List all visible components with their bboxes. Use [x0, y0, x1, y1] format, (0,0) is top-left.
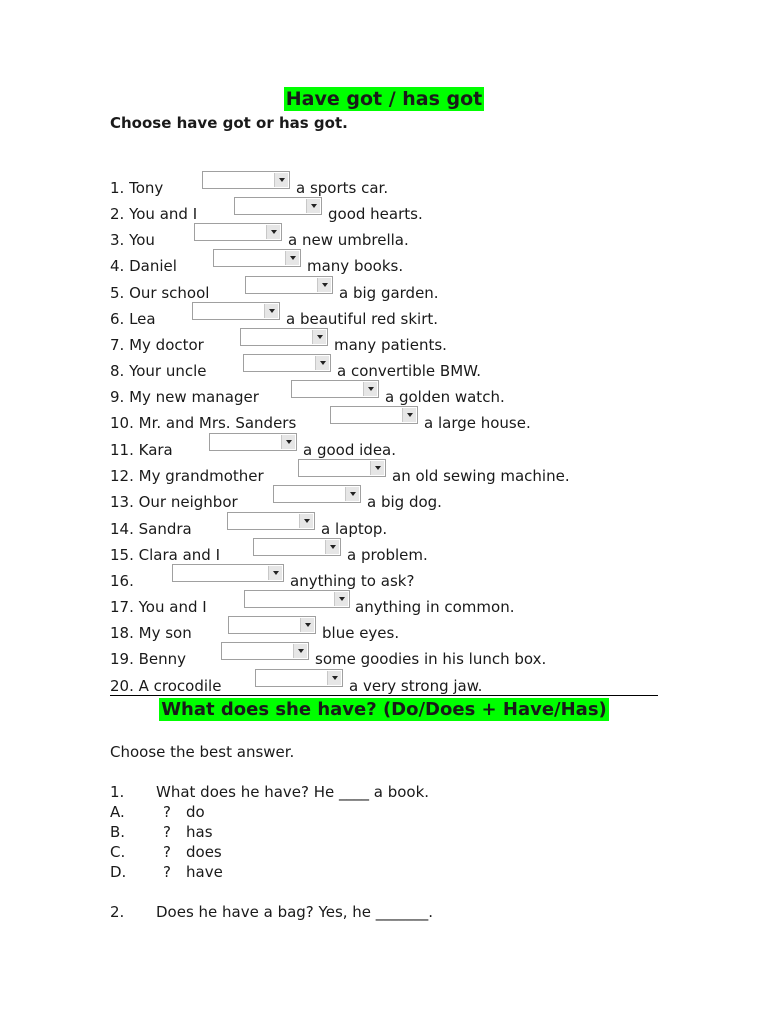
row-label: 6. Lea — [110, 310, 156, 328]
answer-dropdown[interactable] — [273, 485, 361, 503]
answer-dropdown[interactable] — [244, 590, 350, 608]
answer-dropdown[interactable] — [227, 512, 315, 530]
answer-dropdown[interactable] — [192, 302, 280, 320]
option-d[interactable] — [110, 862, 310, 882]
row-text: blue eyes. — [322, 624, 400, 642]
answer-dropdown[interactable] — [240, 328, 328, 346]
chevron-down-icon[interactable] — [370, 461, 384, 475]
row-label: 3. You — [110, 231, 155, 249]
row-label: 16. — [110, 572, 134, 590]
section2-title-text: What does she have? (Do/Does + Have/Has) — [161, 699, 607, 720]
row-label: 18. My son — [110, 624, 192, 642]
answer-dropdown[interactable] — [172, 564, 284, 582]
row-text: a good idea. — [303, 441, 397, 459]
row-text: some goodies in his lunch box. — [315, 650, 547, 668]
row-label: 10. Mr. and Mrs. Sanders — [110, 414, 297, 432]
chevron-down-icon[interactable] — [268, 566, 282, 580]
row-text: a beautiful red skirt. — [286, 310, 439, 328]
chevron-down-icon[interactable] — [327, 671, 341, 685]
option-marker[interactable]: ? — [163, 803, 171, 821]
row-label: 14. Sandra — [110, 520, 192, 538]
chevron-down-icon[interactable] — [317, 278, 331, 292]
question-text: Does he have a bag? Yes, he _______. — [156, 903, 434, 921]
worksheet-instruction: Choose have got or has got. — [110, 114, 348, 132]
option-answer: has — [186, 823, 213, 841]
answer-dropdown[interactable] — [243, 354, 331, 372]
chevron-down-icon[interactable] — [264, 304, 278, 318]
answer-dropdown[interactable] — [209, 433, 297, 451]
option-c[interactable] — [110, 842, 310, 862]
row-label: 15. Clara and I — [110, 546, 220, 564]
question-number: 2. — [110, 903, 125, 921]
row-label: 1. Tony — [110, 179, 164, 197]
option-letter: B. — [110, 823, 126, 841]
option-marker[interactable]: ? — [163, 863, 171, 881]
answer-dropdown[interactable] — [228, 616, 316, 634]
answer-dropdown[interactable] — [255, 669, 343, 687]
chevron-down-icon[interactable] — [285, 251, 299, 265]
question-number: 1. — [110, 783, 125, 801]
worksheet-title — [0, 87, 768, 111]
worksheet-title-text: Have got / has got — [285, 88, 483, 110]
row-label: 11. Kara — [110, 441, 173, 459]
section2-instruction: Choose the best answer. — [110, 743, 295, 761]
row-text: a laptop. — [321, 520, 388, 538]
question-2 — [110, 902, 510, 922]
chevron-down-icon[interactable] — [312, 330, 326, 344]
option-letter: A. — [110, 803, 125, 821]
question-1 — [110, 782, 510, 802]
option-answer: have — [186, 863, 223, 881]
answer-dropdown[interactable] — [298, 459, 386, 477]
answer-dropdown[interactable] — [234, 197, 322, 215]
answer-dropdown[interactable] — [253, 538, 341, 556]
chevron-down-icon[interactable] — [402, 408, 416, 422]
question-text: What does he have? He ____ a book. — [156, 783, 430, 801]
row-text: a new umbrella. — [288, 231, 409, 249]
chevron-down-icon[interactable] — [325, 540, 339, 554]
answer-dropdown[interactable] — [194, 223, 282, 241]
chevron-down-icon[interactable] — [266, 225, 280, 239]
section-divider — [110, 695, 658, 696]
row-text: a problem. — [347, 546, 428, 564]
row-label: 4. Daniel — [110, 257, 177, 275]
chevron-down-icon[interactable] — [293, 644, 307, 658]
row-text: good hearts. — [328, 205, 423, 223]
chevron-down-icon[interactable] — [274, 173, 288, 187]
answer-dropdown[interactable] — [221, 642, 309, 660]
option-b[interactable] — [110, 822, 310, 842]
row-text: an old sewing machine. — [392, 467, 570, 485]
option-letter: C. — [110, 843, 126, 861]
row-text: anything in common. — [355, 598, 515, 616]
row-label: 12. My grandmother — [110, 467, 264, 485]
chevron-down-icon[interactable] — [363, 382, 377, 396]
answer-dropdown[interactable] — [213, 249, 301, 267]
row-text: a large house. — [424, 414, 531, 432]
row-label: 13. Our neighbor — [110, 493, 238, 511]
row-label: 8. Your uncle — [110, 362, 207, 380]
row-label: 17. You and I — [110, 598, 207, 616]
row-text: many books. — [307, 257, 404, 275]
row-text: anything to ask? — [290, 572, 415, 590]
row-text: a big garden. — [339, 284, 439, 302]
section2-title — [0, 698, 768, 722]
option-letter: D. — [110, 863, 127, 881]
chevron-down-icon[interactable] — [315, 356, 329, 370]
option-marker[interactable]: ? — [163, 823, 171, 841]
row-text: a convertible BMW. — [337, 362, 482, 380]
answer-dropdown[interactable] — [291, 380, 379, 398]
chevron-down-icon[interactable] — [306, 199, 320, 213]
row-label: 20. A crocodile — [110, 677, 222, 695]
row-label: 19. Benny — [110, 650, 187, 668]
chevron-down-icon[interactable] — [299, 514, 313, 528]
row-text: many patients. — [334, 336, 447, 354]
row-label: 9. My new manager — [110, 388, 259, 406]
option-a[interactable] — [110, 802, 310, 822]
chevron-down-icon[interactable] — [334, 592, 348, 606]
chevron-down-icon[interactable] — [345, 487, 359, 501]
option-marker[interactable]: ? — [163, 843, 171, 861]
row-text: a big dog. — [367, 493, 442, 511]
chevron-down-icon[interactable] — [300, 618, 314, 632]
answer-dropdown[interactable] — [245, 276, 333, 294]
row-label: 7. My doctor — [110, 336, 204, 354]
row-text: a sports car. — [296, 179, 389, 197]
row-text: a golden watch. — [385, 388, 505, 406]
answer-dropdown[interactable] — [202, 171, 290, 189]
option-answer: do — [186, 803, 205, 821]
chevron-down-icon[interactable] — [281, 435, 295, 449]
row-label: 5. Our school — [110, 284, 210, 302]
row-text: a very strong jaw. — [349, 677, 483, 695]
answer-dropdown[interactable] — [330, 406, 418, 424]
option-answer: does — [186, 843, 222, 861]
row-label: 2. You and I — [110, 205, 198, 223]
